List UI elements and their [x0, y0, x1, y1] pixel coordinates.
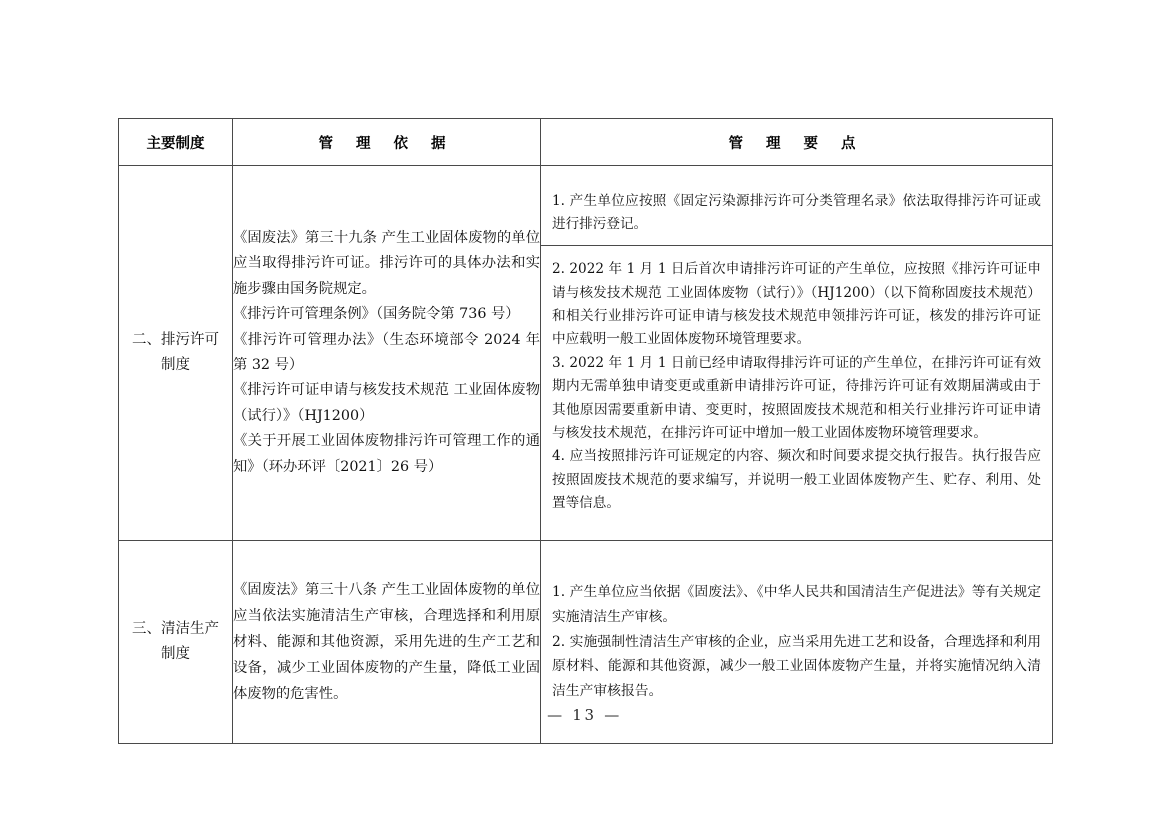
system-name-line-2: 制度	[161, 646, 190, 662]
points-block-bottom-1	[541, 246, 1052, 525]
column-header-system: 主要制度	[119, 119, 233, 166]
row-points-1	[541, 166, 1053, 541]
table-header-row	[119, 119, 1053, 166]
row-basis-1	[233, 166, 541, 541]
basis-text-1: 《固废法》第三十九条 产生工业固体废物的单位应当取得排污许可证。排污许可的具体办法和实施步骤由国务院规定。 《排污许可管理条例》（国务院令第 736 号） 《排污许可管理办法》（生态环境部令 2024 年第 32 号） 《排污许可证申请与核发技术规范 工业固体废物（试行）》（HJ1200） 《关于开展工业固体废物排污许可管理工作的通知》（环办环评〔2021〕26 号）	[233, 229, 540, 475]
column-header-points: 管 理 要 点	[541, 119, 1053, 166]
table-header	[119, 119, 1053, 166]
points-text-top-1: 1. 产生单位应按照《固定污染源排污许可分类管理名录》依法取得排污许可证或进行排污登记。	[552, 192, 1041, 232]
management-system-table	[118, 118, 1053, 744]
column-header-basis: 管 理 依 据	[233, 119, 541, 166]
basis-text-2: 《固废法》第三十八条 产生工业固体废物的单位应当依法实施清洁生产审核，合理选择和利用原材料、能源和其他资源，采用先进的生产工艺和设备，减少工业固体废物的产生量，降低工业固体废物的危害性。	[233, 581, 540, 703]
points-block-2	[541, 566, 1052, 718]
table-body	[119, 166, 1053, 744]
table-row	[119, 166, 1053, 541]
row-system-name-1	[119, 166, 233, 541]
main-table-container	[118, 118, 1052, 744]
system-name-line-1: 三、清洁生产	[132, 621, 219, 638]
points-text-bottom-1: 2. 2022 年 1 月 1 日后首次申请排污许可证的产生单位，应按照《排污许可证申请与核发技术规范 工业固体废物（试行）》（HJ1200）（以下简称固废技术规范）和相关行业排污许可证申请与核发技术规范申领排污许可证，核发的排污许可证中应载明一般工业固体废物环境管理要求。 3. 2022 年 1 月 1 日前已经申请取得排污许可证的产生单位，在排污许可证有效期内无需单独申请变更或重新申请排污许可证，待排污许可证有效期届满或由于其他原因需要重新申请、变更时，按照固废技术规范和相关行业排污许可证申请与核发技术规范，在排污许可证中增加一般工业固体废物环境管理要求。 4. 应当按照排污许可证规定的内容、频次和时间要求提交执行报告。执行报告应按照固废技术规范的要求编写，并说明一般工业固体废物产生、贮存、利用、处置等信息。	[552, 261, 1041, 512]
page-number: — 13 —	[547, 706, 622, 724]
points-block-top-1	[541, 181, 1052, 247]
system-name-line-2: 制度	[161, 357, 190, 373]
points-text-2: 1. 产生单位应当依据《固废法》、《中华人民共和国清洁生产促进法》等有关规定实施清洁生产审核。 2. 实施强制性清洁生产审核的企业，应当采用先进工艺和设备，合理选择和利用原材料、能源和其他资源，减少一般工业固体废物产生量，并将实施情况纳入清洁生产审核报告。	[552, 583, 1041, 700]
system-name-line-1: 二、排污许可	[132, 332, 219, 349]
